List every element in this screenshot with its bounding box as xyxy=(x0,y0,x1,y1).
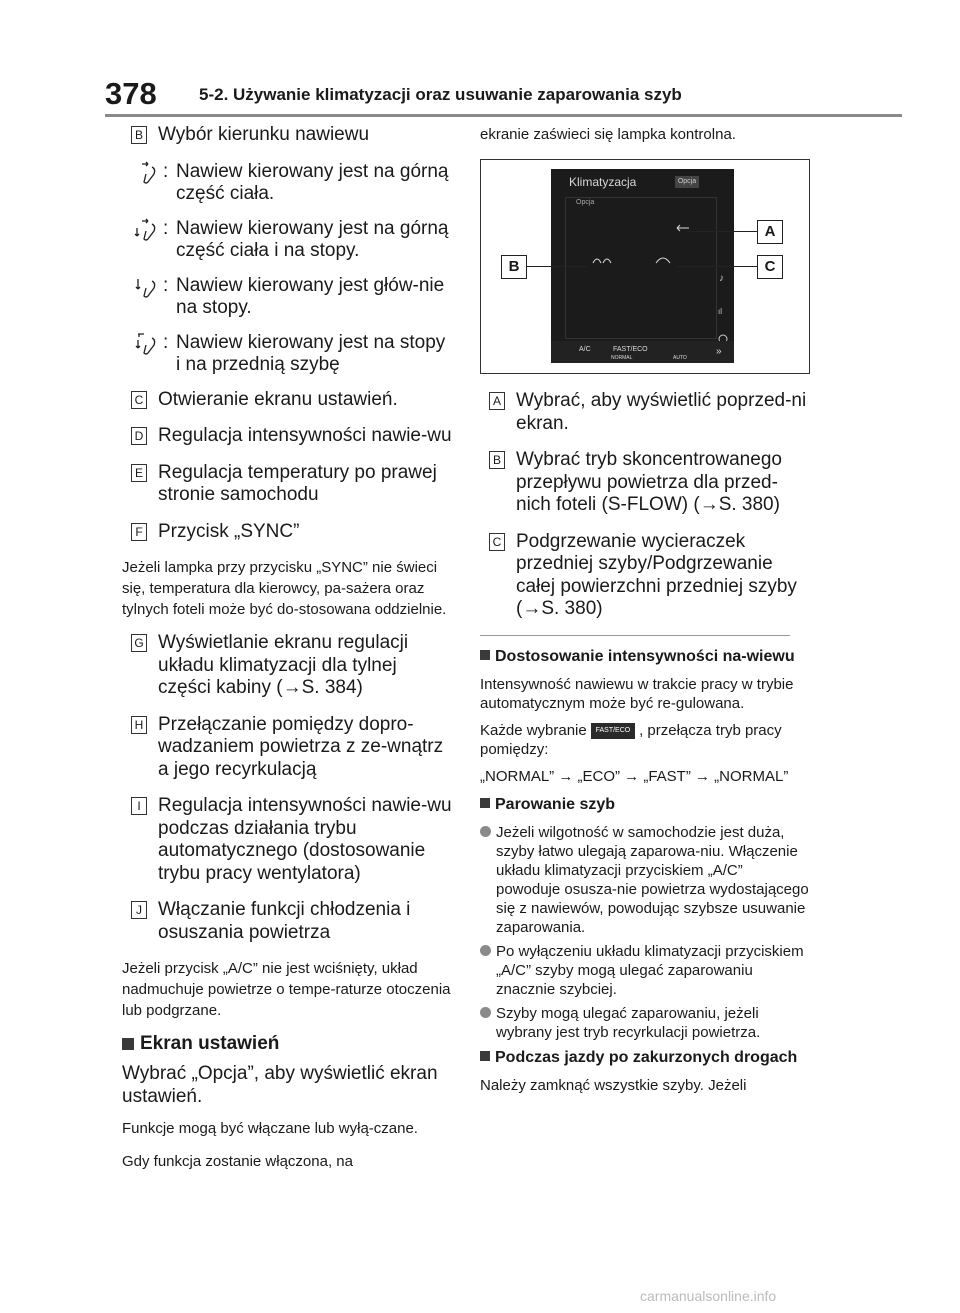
callout-line-a xyxy=(687,231,757,232)
section-square-icon xyxy=(122,1038,134,1050)
dusty-para-1: Należy zamknąć wszystkie szyby. Jeżeli xyxy=(480,1076,747,1094)
intensity-para-3: „NORMAL” → „ECO” → „FAST” → „NORMAL” xyxy=(480,767,789,785)
item-j-left xyxy=(122,899,452,944)
section-square-icon xyxy=(480,650,490,660)
page-number: 378 xyxy=(105,76,157,111)
item-h-left xyxy=(122,714,452,782)
item-e-left xyxy=(122,462,452,507)
screen-footer xyxy=(551,341,734,363)
intensity-para-2: Każde wybranie FAST/ECO , przełącza tryb pracy pomiędzy: xyxy=(480,721,782,758)
item-text: Podgrzewanie wycieraczek przedniej szyby/Podgrzewanie całej powierzchni przedniej szyby (→S. 380) xyxy=(516,530,797,619)
footer-normal: NORMAL xyxy=(611,355,633,361)
watermark: carmanualsonline.info xyxy=(640,1288,777,1304)
item-label: E xyxy=(131,464,147,482)
item-text: Wybrać tryb skoncentrowanego przepływu powietrza dla przed-nich foteli (S-FLOW) (→S. 380) xyxy=(516,449,782,515)
item-c-right xyxy=(480,531,810,621)
section-heading-dusty-roads: Podczas jazdy po zakurzonych drogach xyxy=(480,1047,810,1068)
screen-option-label: Opcja xyxy=(576,199,595,206)
item-text: Przycisk „SYNC” xyxy=(158,520,300,542)
chapter-title: 5-2. Używanie klimatyzacji oraz usuwanie zaparowania szyb xyxy=(199,85,682,104)
page-header xyxy=(105,76,900,116)
func-note-1: Funkcje mogą być włączane lub wyłą-czane. xyxy=(122,1120,418,1137)
header-rule xyxy=(105,114,902,117)
item-label: J xyxy=(131,901,147,919)
item-label: H xyxy=(131,716,147,734)
airflow-text: Nawiew kierowany jest na górną część ciała i na stopy. xyxy=(176,217,449,261)
airflow-item: : Nawiew kierowany jest na górną część ciała i na stopy. xyxy=(122,218,452,263)
section-heading-intensity: Dostosowanie intensywności na-wiewu xyxy=(480,646,810,667)
footer-fast-eco: FAST/ECO xyxy=(613,346,648,353)
callout-c: C xyxy=(757,255,783,279)
section-square-icon xyxy=(480,1051,490,1061)
item-g-left xyxy=(122,632,452,700)
func-note-2: Gdy funkcja zostanie włączona, na xyxy=(122,1153,353,1170)
section-divider xyxy=(480,635,790,636)
section-heading-fogging: Parowanie szyb xyxy=(480,794,810,815)
bullet-item: Po wyłączeniu układu klimatyzacji przyciskiem „A/C” szyby mogą ulegać zaparowaniu znacznie szybciej. xyxy=(480,942,810,999)
airflow-text: Nawiew kierowany jest na stopy i na przednią szybę xyxy=(176,331,446,375)
airflow-item: : Nawiew kierowany jest głów-nie na stopy. xyxy=(122,275,452,320)
airflow-item: : Nawiew kierowany jest na stopy i na przednią szybę xyxy=(122,332,452,377)
airflow-text: Nawiew kierowany jest głów-nie na stopy. xyxy=(176,274,445,318)
intensity-para-1: Intensywność nawiewu w trakcie pracy w trybie automatycznym może być re-gulowana. xyxy=(480,675,794,712)
section-heading-settings: Ekran ustawień xyxy=(122,1033,452,1054)
item-label: C xyxy=(489,533,505,551)
item-text: Wyświetlanie ekranu regulacji układu klimatyzacji dla tylnej części kabiny (→S. 384) xyxy=(158,632,409,698)
bullet-dot-icon xyxy=(480,945,491,956)
item-text: Regulacja intensywności nawie-wu xyxy=(158,425,452,446)
continued-text: ekranie zaświeci się lampka kontrolna. xyxy=(480,126,736,143)
airflow-item: : Nawiew kierowany jest na górną część ciała. xyxy=(122,161,452,206)
right-column xyxy=(480,124,810,1103)
screen-title: Klimatyzacja xyxy=(569,175,637,189)
item-label: C xyxy=(131,391,147,409)
settings-body: Wybrać „Opcja”, aby wyświetlić ekran ustawień. xyxy=(122,1063,438,1107)
item-label: F xyxy=(131,523,147,541)
item-label: A xyxy=(489,392,505,410)
wiper-heater-icon xyxy=(654,253,672,265)
item-b-right xyxy=(480,449,810,517)
item-c-left xyxy=(122,389,452,412)
svg-text:♪: ♪ xyxy=(719,273,724,284)
callout-line-b xyxy=(527,266,587,267)
screen-option-button: Opcja xyxy=(675,176,699,188)
bullet-item: Jeżeli wilgotność w samochodzie jest duża, szyby łatwo ulegają zaparowa-niu. Włączenie układu klimatyzacji przyciskiem „A/C” powoduje osusza-nie powietrza wydostającego się z nawiewów, powodując szybsze usuwanie zaparowania. xyxy=(480,823,810,937)
item-a-right xyxy=(480,390,810,435)
settings-screen-figure xyxy=(480,159,810,374)
item-text: Przełączanie pomiędzy dopro-wadzaniem powietrza z ze-wnątrz a jego recyrkulacją xyxy=(158,713,444,780)
item-b-left xyxy=(122,124,452,147)
footer-next-icon: » xyxy=(716,346,722,357)
bullet-dot-icon xyxy=(480,826,491,837)
item-text: Wybrać, aby wyświetlić poprzed-ni ekran. xyxy=(516,390,807,434)
callout-a: A xyxy=(757,220,783,244)
item-text: Otwieranie ekranu ustawień. xyxy=(158,388,398,410)
item-d-left xyxy=(122,425,452,448)
item-label: B xyxy=(131,126,147,144)
callout-b: B xyxy=(501,255,527,279)
fast-eco-icon: FAST/ECO xyxy=(591,723,635,739)
airflow-upper-body-icon xyxy=(134,161,160,185)
item-i-left xyxy=(122,795,452,885)
footer-ac: A/C xyxy=(579,346,591,353)
airflow-feet-windshield-icon xyxy=(134,332,160,356)
callout-line-c xyxy=(676,266,757,267)
footer-auto: AUTO xyxy=(673,355,687,361)
bullet-dot-icon xyxy=(480,1007,491,1018)
screen-panel xyxy=(565,197,717,339)
item-label: I xyxy=(131,797,147,815)
item-f-left xyxy=(122,521,452,544)
sync-note: Jeżeli lampka przy przycisku „SYNC” nie świeci się, temperatura dla kierowcy, pa-sażera oraz tylnych foteli może być do-stosowana oddzielnie. xyxy=(122,559,447,618)
left-column xyxy=(122,124,452,1184)
airflow-upper-body-feet-icon xyxy=(134,218,160,242)
s-flow-icon xyxy=(591,253,617,265)
svg-text:ıl: ıl xyxy=(718,307,722,316)
item-text: Wybór kierunku nawiewu xyxy=(158,124,370,145)
item-label: G xyxy=(131,634,147,652)
bullet-item: Szyby mogą ulegać zaparowaniu, jeżeli wybrany jest tryb recyrkulacji powietrza. xyxy=(480,1004,810,1042)
airflow-text: Nawiew kierowany jest na górną część ciała. xyxy=(176,160,449,204)
ac-note: Jeżeli przycisk „A/C” nie jest wciśnięty, układ nadmuchuje powietrze o tempe-raturze otoczenia lub podgrzane. xyxy=(122,960,451,1019)
item-text: Włączanie funkcji chłodzenia i osuszania powietrza xyxy=(158,899,411,943)
item-label: B xyxy=(489,451,505,469)
airflow-feet-icon xyxy=(134,275,160,299)
item-text: Regulacja temperatury po prawej stronie samochodu xyxy=(158,461,437,505)
item-text: Regulacja intensywności nawie-wu podczas działania trybu automatycznego (dostosowanie trybu pracy wentylatora) xyxy=(158,795,452,884)
section-square-icon xyxy=(480,798,490,808)
item-label: D xyxy=(131,427,147,445)
